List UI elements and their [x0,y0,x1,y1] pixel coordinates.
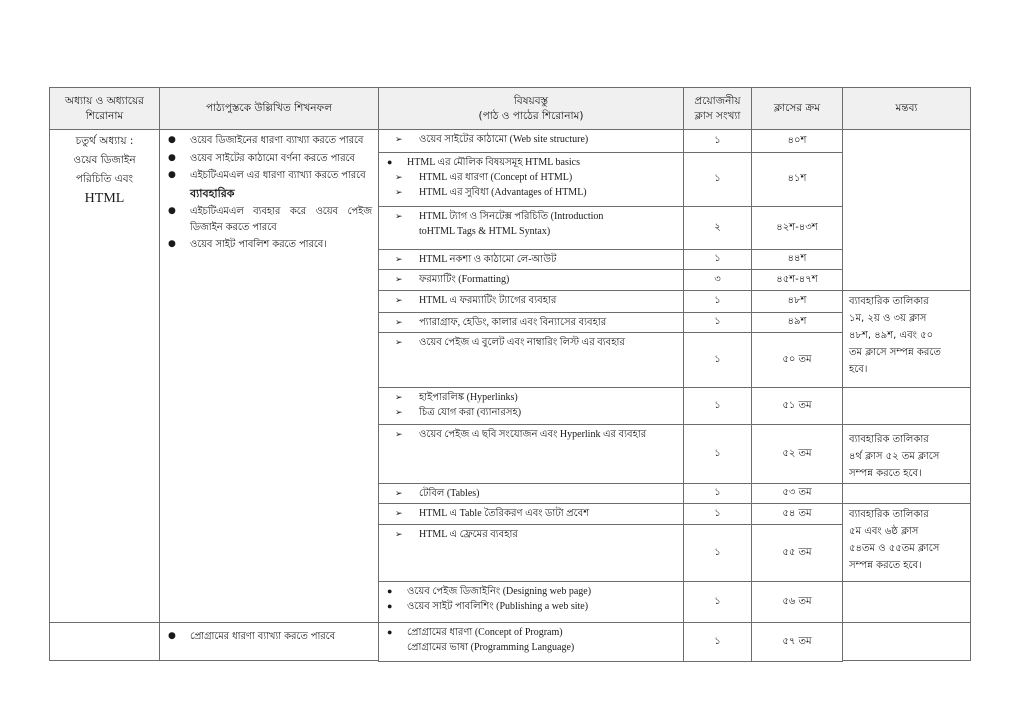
topic-line [383,132,679,147]
remarks-empty [842,622,971,661]
arrow-bullet-icon: ➢ [395,317,403,327]
topic-text: HTML এর মৌলিক বিষয়সমূহ HTML basics [407,157,580,168]
outcome-item [168,168,372,184]
header-classes-line: ক্লাস সংখ্যা [694,109,741,122]
outcome-text: ওয়েব ডিজাইনের ধারণা ব্যাখ্যা করতে পারবে [190,135,364,146]
remarks-empty [842,387,971,425]
arrow-bullet-icon: ➢ [395,274,403,284]
outcome-text: এইচটিএমএল এর ধারণা ব্যাখ্যা করতে পারবে [190,170,366,181]
class-count-cell [683,581,752,623]
note-line: হবে। [849,364,868,375]
note-line: ৪৮শ, ৪৯শ, এবং ৫০ [849,330,934,341]
chapter-line: ওয়েব ডিজাইন [73,154,136,166]
class-order-cell [751,387,843,425]
class-count: ৩ [714,273,721,285]
bullet-icon: ● [387,601,393,611]
class-count-cell [683,269,752,291]
chapter-cell-empty [49,622,160,661]
note-line: ব্যাবহারিক তালিকার [849,296,929,307]
class-order-cell [751,152,843,207]
content-cell [378,152,684,207]
topic-text: HTML এ Table তৈরিকরণ এবং ডাটা প্রবেশ [419,508,590,519]
class-order: ৪৯শ [787,316,807,327]
class-count: ১ [714,316,721,327]
topic-line [383,506,679,521]
class-order-cell [751,581,843,623]
topic-line [383,252,679,267]
topic-line [383,640,679,655]
topic-line [383,584,679,599]
class-order: ৫৩ তম [782,487,812,498]
header-chapter [49,87,160,130]
topic-text: চিত্র যোগ করা (ব্যানারসহ) [419,407,522,418]
arrow-bullet-icon: ➢ [395,172,403,182]
bullet-icon: ● [168,239,176,249]
remarks-note [842,503,971,582]
class-count: ১ [714,487,721,498]
arrow-bullet-icon: ➢ [395,254,403,264]
class-count-cell [683,312,752,333]
class-order: ৫১ তম [782,399,812,411]
topic-line [383,315,679,330]
note-line: ব্যাবহারিক তালিকার [849,509,929,520]
note-line: সম্পন্ন করতে হবে। [849,560,922,571]
topic-line [383,209,679,224]
class-count: ১ [714,253,721,264]
class-order: ৫৭ তম [782,635,812,647]
topic-text: ওয়েব পেইজ এ ছবি সংযোজন এবং Hyperlink এর ব্যবহার [419,429,647,440]
content-cell [378,312,684,333]
arrow-bullet-icon: ➢ [395,211,403,221]
content-cell [378,581,684,623]
bullet-icon: ● [387,586,393,596]
chapter-line: পরিচিতি এবং [75,173,134,185]
class-order-cell [751,269,843,291]
class-order-cell [751,129,843,153]
chapter-html: HTML [84,191,125,206]
content-cell [378,483,684,504]
class-order: ৫৫ তম [782,546,812,558]
content-cell [378,524,684,582]
class-order: ৪৮শ [787,295,807,306]
class-order: ৪০শ [787,134,807,146]
header-content-line: (পাঠ ও পাঠের শিরোনাম) [478,109,584,122]
class-order: ৪২শ-৪৩শ [776,221,818,233]
topic-text: প্যারাগ্রাফ, হেডিং, কালার এবং বিন্যাসের ব্যবহার [419,317,607,328]
class-order-cell [751,332,843,388]
arrow-bullet-icon: ➢ [395,407,403,417]
class-count: ১ [714,635,721,647]
content-cell [378,622,684,662]
remarks-note [842,290,971,388]
content-cell [378,424,684,484]
class-order: ৪৪শ [787,253,807,264]
note-line: সম্পন্ন করতে হবে। [849,468,922,479]
remarks-empty [842,483,971,504]
note-line: ৪র্থ ক্লাস ৫২ তম ক্লাসে [849,451,940,462]
topic-line [383,527,679,542]
bullet-icon: ● [168,206,176,216]
content-cell [378,249,684,270]
topic-line [383,155,679,170]
header-remarks-label: মন্তব্য [895,102,918,114]
note-line: ৫৪তম ও ৫৫তম ক্লাসে [849,543,940,554]
topic-line [383,335,679,350]
outcome-text: ওয়েব সাইটের কাঠামো বর্ণনা করতে পারবে [190,152,355,164]
topic-line [383,427,679,442]
class-count-cell [683,387,752,425]
bullet-icon: ● [168,631,176,641]
topic-line [383,405,679,420]
arrow-bullet-icon: ➢ [395,187,403,197]
note-line: ব্যাবহারিক তালিকার [849,434,929,445]
class-order-cell [751,524,843,582]
class-count: ১ [714,507,721,519]
class-order-cell [751,424,843,484]
class-order-cell [751,622,843,662]
class-count: ১ [714,134,721,146]
outcome-item [168,204,372,235]
outcome-text: এইচটিএমএল ব্যবহার করে ওয়েব পেইজ ডিজাইন করতে পারবে [190,206,372,233]
topic-text: HTML ট্যাগ ও সিনটেক্স পরিচিতি (Introduction [419,211,604,222]
class-count: ১ [714,546,721,558]
topic-text: প্রোগ্রামের ভাষা (Programming Language) [407,642,575,653]
topic-text: ফরম্যাটিং (Formatting) [419,274,510,285]
topic-line [383,224,679,239]
content-cell [378,503,684,525]
outcome-item [168,133,372,149]
class-order-cell [751,483,843,504]
remarks-empty [842,581,971,623]
topic-text: toHTML Tags & HTML Syntax) [419,226,551,237]
class-count-cell [683,524,752,582]
class-order: ৫২ তম [782,447,812,459]
bullet-icon: ● [168,170,176,180]
outcome-text: ওয়েব সাইট পাবলিশ করতে পারবে। [190,239,327,250]
header-content [378,87,684,130]
topic-line [383,390,679,405]
chapter-line: চতুর্থ অধ্যায় : [75,135,134,147]
outcome-item [168,151,372,167]
class-order: ৫৪ তম [782,507,812,519]
topic-line [383,599,679,614]
class-count-cell [683,483,752,504]
outcome-item [168,237,372,253]
topic-text: HTML এর ধারণা (Concept of HTML) [419,172,573,183]
topic-text: HTML এ ফরম্যাটিং ট্যাগের ব্যবহার [419,295,557,306]
header-chapter-line: অধ্যায় ও অধ্যায়ের [65,94,144,107]
topic-text: ওয়েব পেইজ ডিজাইনিং (Designing web page) [407,586,592,597]
arrow-bullet-icon: ➢ [395,529,403,539]
class-count-cell [683,424,752,484]
topic-line [383,272,679,287]
header-remarks [842,87,971,130]
outcomes-cell-last [159,622,379,661]
topic-text: ওয়েব সাইট পাবলিশিং (Publishing a web site) [407,601,589,612]
class-order-cell [751,206,843,250]
outcome-text: প্রোগ্রামের ধারণা ব্যাখ্যা করতে পারবে [190,631,336,642]
topic-text: হাইপারলিঙ্ক (Hyperlinks) [419,392,518,403]
topic-text: HTML এ ফ্রেমের ব্যবহার [419,529,518,540]
header-classes-needed [683,87,752,130]
header-content-line: বিষয়বস্তু [513,94,549,107]
topic-line [383,486,679,501]
topic-text: HTML এর সুবিধা (Advantages of HTML) [419,187,587,198]
class-count-cell [683,206,752,250]
topic-line [383,170,679,185]
arrow-bullet-icon: ➢ [395,392,403,402]
chapter-cell [49,129,160,623]
arrow-bullet-icon: ➢ [395,134,403,144]
bullet-icon: ● [387,157,393,167]
content-cell [378,206,684,250]
class-count: ১ [714,353,721,365]
header-chapter-line: শিরোনাম [85,109,124,122]
class-order-cell [751,290,843,313]
class-order: ৪৫শ-৪৭শ [776,273,818,285]
class-count: ১ [714,447,721,459]
arrow-bullet-icon: ➢ [395,295,403,305]
bullet-icon: ● [168,135,176,145]
class-count-cell [683,129,752,153]
class-order: ৪১শ [787,173,807,184]
topic-text: ওয়েব সাইটের কাঠামো (Web site structure) [419,134,589,145]
class-order: ৫৬ তম [782,595,812,607]
outcomes-cell [159,129,379,623]
arrow-bullet-icon: ➢ [395,508,403,518]
class-order-cell [751,312,843,333]
outcome-item [168,629,372,645]
remarks-note [842,424,971,484]
class-count: ১ [714,295,721,306]
topic-text: প্রোগ্রামের ধারণা (Concept of Program) [407,627,563,638]
topic-text: টেবিল (Tables) [419,488,480,499]
note-line: তম ক্লাসে সম্পন্ন করতে [849,347,941,358]
class-count-cell [683,290,752,313]
class-count-cell [683,622,752,662]
arrow-bullet-icon: ➢ [395,488,403,498]
class-order: ৫০ তম [782,353,812,365]
bullet-icon: ● [168,152,176,163]
topic-line [383,185,679,200]
class-count-cell [683,249,752,270]
header-classes-line: প্রয়োজনীয় [694,94,741,107]
class-count-cell [683,503,752,525]
arrow-bullet-icon: ➢ [395,337,403,347]
topic-text: ওয়েব পেইজ এ বুলেট এবং নাম্বারিং লিস্ট এর ব্যবহার [419,337,625,348]
bullet-icon: ● [387,627,393,637]
class-count: ১ [714,595,721,607]
class-count: ২ [714,221,721,233]
class-count-cell [683,152,752,207]
topic-line [383,625,679,640]
content-cell [378,387,684,425]
topic-text: HTML নকশা ও কাঠামো লে-আউট [419,254,557,265]
remarks-empty [842,129,971,291]
practical-heading: ব্যাবহারিক [190,186,235,200]
content-cell [378,269,684,291]
header-class-order [751,87,843,130]
class-count: ১ [714,399,721,411]
header-class-order-label: ক্লাসের ক্রম [773,102,821,114]
note-line: ১ম, ২য় ও ৩য় ক্লাস [849,313,927,324]
topic-line [383,293,679,308]
content-cell [378,290,684,313]
header-outcomes [159,87,379,130]
arrow-bullet-icon: ➢ [395,429,403,439]
class-count-cell [683,332,752,388]
content-cell [378,332,684,388]
header-outcomes-label: পাঠ্যপুস্তকে উল্লিখিত শিখনফল [205,102,333,114]
class-order-cell [751,503,843,525]
class-count: ১ [714,173,721,184]
note-line: ৫ম এবং ৬ষ্ঠ ক্লাস [849,526,919,537]
content-cell [378,129,684,153]
class-order-cell [751,249,843,270]
